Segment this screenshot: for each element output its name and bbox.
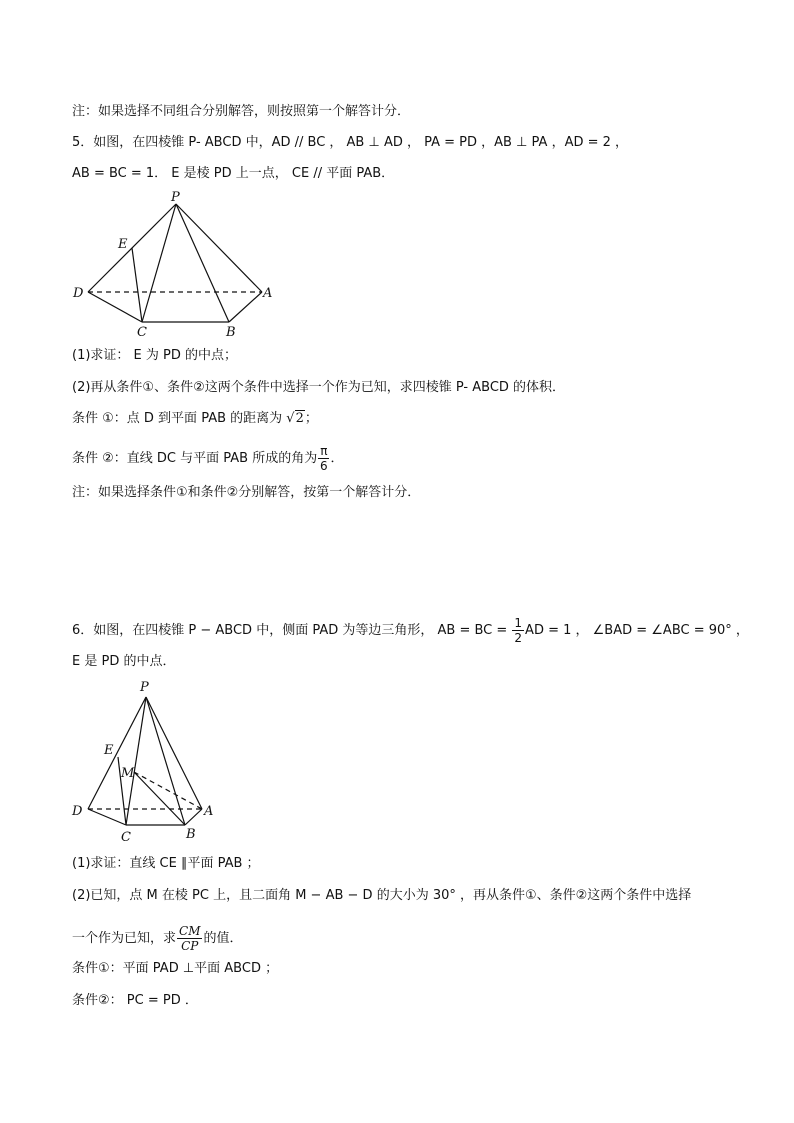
p5-label-C: C [137,325,147,340]
p5-note: 注：如果选择条件①和条件②分别解答，按第一个解答计分． [72,485,421,500]
p6-question-2-line2: 一个作为已知，求 $\frac{CM}{CP}$ 的值． [72,924,243,953]
p6-label-E: E [104,743,114,758]
p6-question-2-line1: (2)已知，点 M 在棱 PC 上，且二面角 M − AB − D 的大小为 30° ，再从条件①、条件②这两个条件中选择 [72,888,692,903]
p6-label-C: C [121,830,131,845]
p5-statement-line1: 5．如图，在四棱锥 P- ABCD 中，AD // BC ， AB ⊥ AD ， PA = PD ，AB ⊥ PA ，AD = 2 ， [72,135,629,150]
p6-label-B: B [186,827,196,842]
p5-label-D: D [73,286,84,301]
fraction-one-half: $\frac{1}{2}$ [514,616,523,645]
p5-question-1: (1)求证： E 为 PD 的中点； [72,348,238,363]
p6-question-1: (1)求证：直线 CE ∥平面 PAB ； [72,856,260,871]
p5-question-2: (2)再从条件①、条件②这两个条件中选择一个作为已知，求四棱锥 P- ABCD 的体积． [72,380,566,395]
p6-label-D: D [72,804,83,819]
p5-statement-line2: AB = BC = 1． E 是棱 PD 上一点， CE // 平面 PAB． [72,166,395,181]
p6-label-P: P [140,680,149,695]
p6-condition-2: 条件②： PC = PD ． [72,993,198,1008]
p6-statement-line1: 6．如图，在四棱锥 P − ABCD 中，侧面 PAD 为等边三角形， AB = BC = $\frac{1}{2}$ AD = 1 ， ∠BAD = ∠ABC = 90° ， [72,616,749,645]
p6-statement-line2: E 是 PD 的中点． [72,654,176,669]
p6-condition-1: 条件①：平面 PAD ⊥平面 ABCD ； [72,961,279,976]
p5-label-A: A [263,286,273,301]
p5-condition-2: 条件 ②：直线 DC 与平面 PAB 所成的角为 $\frac{\pi}{6}$ ． [72,444,344,473]
p5-pyramid-figure [66,186,281,341]
p6-label-A: A [204,804,214,819]
p6-pyramid-figure [66,677,231,847]
p5-label-P: P [171,190,180,205]
p5-label-E: E [118,237,128,252]
p5-condition-1: 条件 ①：点 D 到平面 PAB 的距离为 √2； [72,411,318,426]
fraction-pi-over-6: $\frac{\pi}{6}$ [320,444,328,473]
p6-label-M: M [121,766,135,781]
p5-label-B: B [226,325,236,340]
fraction-cm-over-cp: $\frac{CM}{CP}$ [179,924,201,953]
note-top: 注：如果选择不同组合分别解答，则按照第一个解答计分． [72,104,411,119]
sqrt-symbol: √2 [286,411,304,426]
